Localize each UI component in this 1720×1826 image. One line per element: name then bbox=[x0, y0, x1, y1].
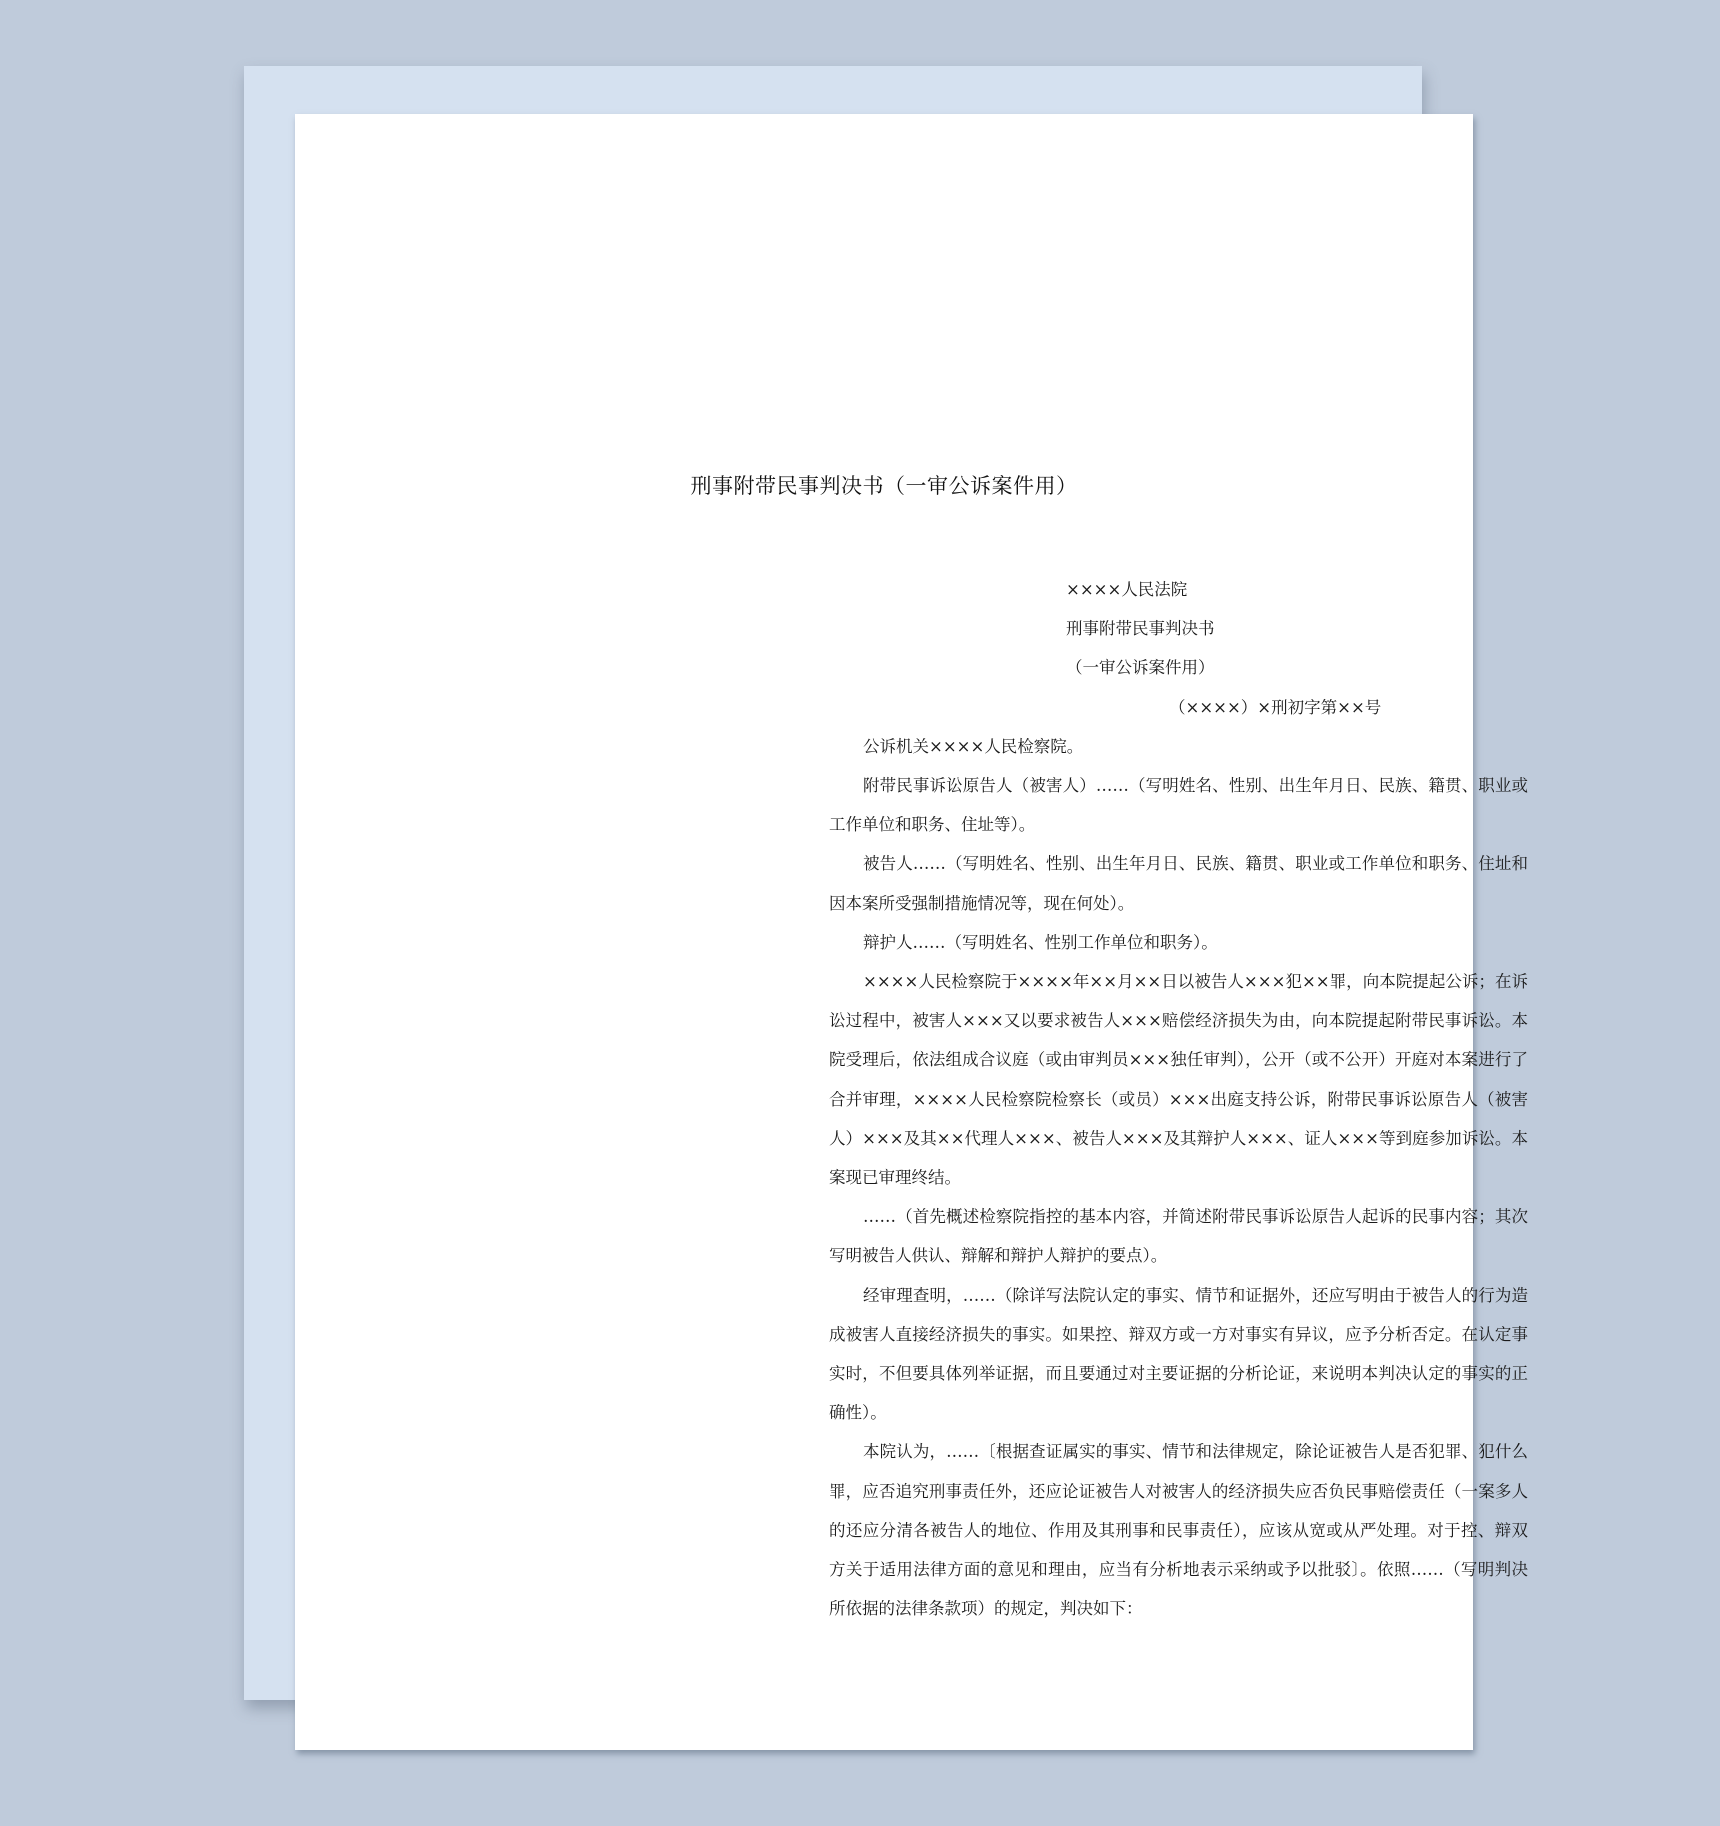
paragraph-plaintiff: 附带民事诉讼原告人（被害人）……（写明姓名、性别、出生年月日、民族、籍贯、职业或工作单位和职务、住址等）。 bbox=[829, 776, 1528, 835]
paragraph-findings: 经审理查明，……（除详写法院认定的事实、情节和证据外，还应写明由于被告人的行为造成被害人直接经济损失的事实。如果控、辩双方或一方对事实有异议，应予分析否定。在认定事实时，不但要具体列举证据，而且要通过对主要证据的分析论证，来说明本判决认定的事实的正确性）。 bbox=[829, 1285, 1528, 1423]
case-number: （××××）×刑初字第××号 bbox=[1169, 697, 1382, 717]
case-usage: （一审公诉案件用） bbox=[1066, 658, 1215, 678]
paragraph-summary: ……（首先概述检察院指控的基本内容，并简述附带民事诉讼原告人起诉的民事内容；其次写明被告人供认、辩解和辩护人辩护的要点）。 bbox=[829, 1207, 1528, 1266]
document-title: 刑事附带民事判决书（一审公诉案件用） bbox=[690, 474, 1078, 498]
document-page bbox=[295, 114, 1528, 1750]
document-body bbox=[829, 570, 1528, 1628]
paragraph-court-opinion: 本院认为，……〔根据查证属实的事实、情节和法律规定，除论证被告人是否犯罪、犯什么罪，应否追究刑事责任外，还应论证被告人对被害人的经济损失应否负民事赔偿责任（一案多人的还应分清各被告人的地位、作用及其刑事和民事责任），应该从宽或从严处理。对于控、辩双方关于适用法律方面的意见和理由，应当有分析地表示采纳或予以批驳〕。依照……（写明判决所依据的法律条款项）的规定，判决如下： bbox=[829, 1442, 1528, 1619]
paragraph-defender: 辩护人……（写明姓名、性别工作单位和职务）。 bbox=[863, 932, 1218, 952]
court-name: ××××人民法院 bbox=[1066, 580, 1188, 599]
paragraph-defendant: 被告人……（写明姓名、性别、出生年月日、民族、籍贯、职业或工作单位和职务、住址和因本案所受强制措施情况等，现在何处）。 bbox=[829, 854, 1528, 913]
paragraph-procedure: ××××人民检察院于××××年××月××日以被告人×××犯××罪，向本院提起公诉；在诉讼过程中，被害人×××又以要求被告人×××赔偿经济损失为由，向本院提起附带民事诉讼。本院受理后，依法组成合议庭（或由审判员×××独任审判），公开（或不公开）开庭对本案进行了合并审理，××××人民检察院检察长（或员）×××出庭支持公诉，附带民事诉讼原告人（被害人）×××及其××代理人×××、被告人×××及其辩护人×××、证人×××等到庭参加诉讼。本案现已审理终结。 bbox=[829, 972, 1528, 1188]
judgment-type: 刑事附带民事判决书 bbox=[1066, 619, 1215, 639]
paragraph-prosecutor: 公诉机关××××人民检察院。 bbox=[863, 736, 1084, 756]
